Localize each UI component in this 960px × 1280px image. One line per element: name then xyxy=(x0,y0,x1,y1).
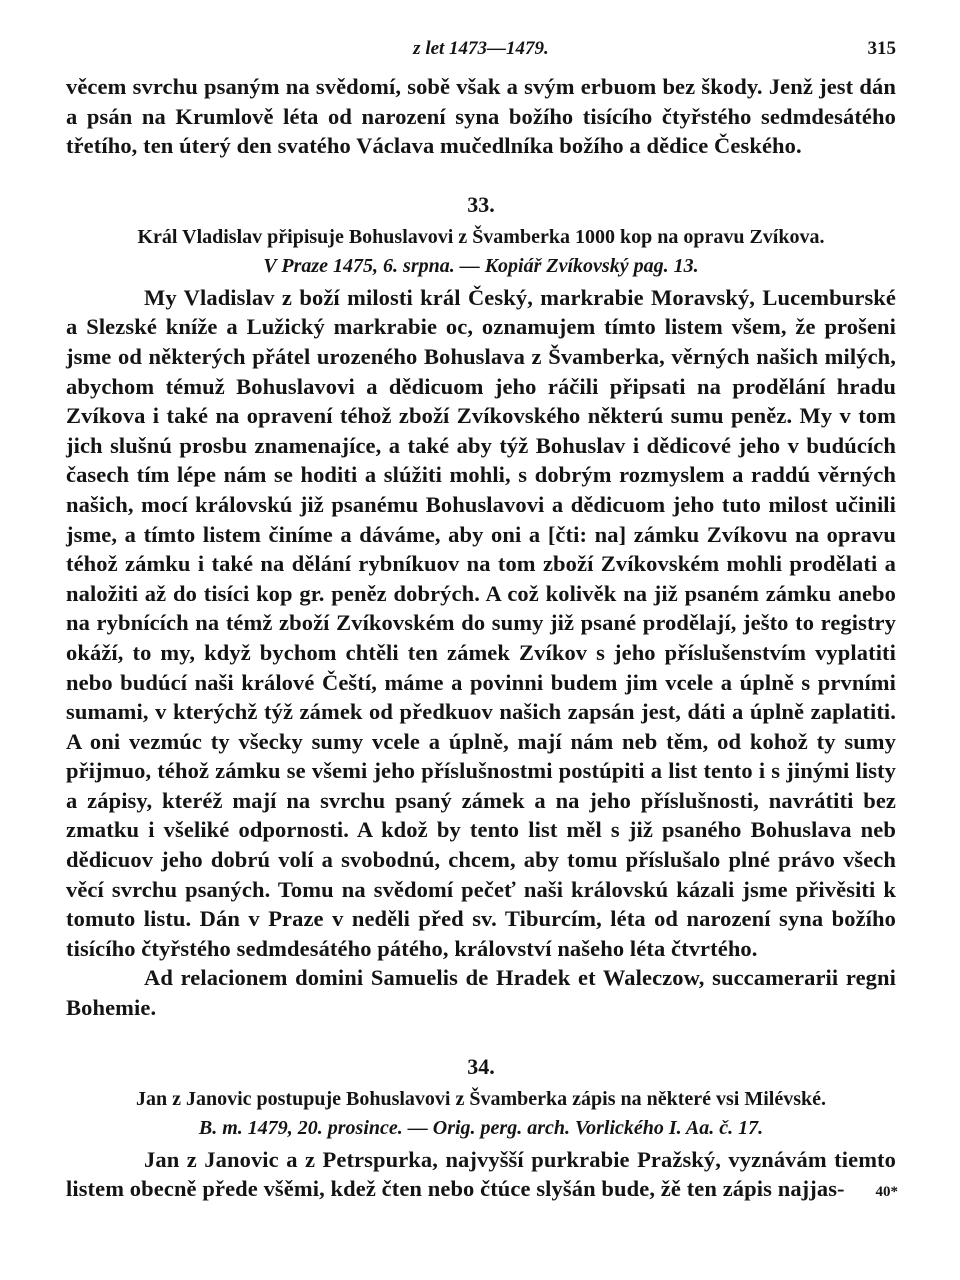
document-body-paragraph: My Vladislav z boží milosti král Český, markrabie Moravský, Lucemburské a Slezské kníže a Lužický markrabie oc, oznamujem tímto listem všem, že prošeni jsme od některých přátel urozeného Bohuslava z Švamberka, věrných našich milých, abychom témuž Bohuslavovi a dědicuom jeho ráčili připsati na prodělání hradu Zvíkova i také na opravení téhož zboží Zvíkovského některú sumu peněz. My v tom jich slušnú prosbu znamenajíce, a také aby týž Bohuslav i dědicové jeho v budúcích časech tím lépe nám se hoditi a slúžiti mohli, s dobrým rozmyslem a raddú věrných našich, mocí královskú již psanému Bohuslavovi a dědicuom jeho tuto milost učinili jsme, a tímto listem činíme a dáváme, aby oni a [čti: na] zámku Zvíkovu na opravu téhož zámku i také na dělání rybníkuov na tom zboží Zvíkovském mohli prodělati a naložiti až do tisíci kop gr. peněz dobrých. A což kolivěk na již psaném zámku anebo na rybnících na témž zboží Zvíkovském do sumy již psané prodělají, ješto to registry okáží, to my, když bychom chtěli ten zámek Zvíkov s jeho příslušenstvím vyplatiti nebo budúcí naši králové Čeští, máme a povinni budem jim vcele a úplně s prvními sumami, v kterýchž týž zámek od předkuov našich zapsán jest, dáti a úplně zaplatiti. A oni vezmúc ty všecky sumy vcele a úplně, mají nám neb těm, od kohož ty sumy přijmuo, téhož zámku se všemi jeho příslušnostmi postúpiti a list tento i s jinými listy a zápisy, kteréž mají na svrchu psaný zámek a na jeho příslušnosti, navrátiti bez zmatku i všeliké odpornosti. A kdož by tento list měl s již psaného Bohuslava neb dědicuov jeho dobrú volí a svobodnú, chcem, aby tomu příslušalo plné právo všech věcí svrchu psaných. Tomu na svědomí pečeť naši královskú kázali jsme přivěsiti k tomuto listu. Dán v Praze v neděli před sv. Tiburcím, léta od narození syna božího tisícího čtyřstého sedmdesátého pátého, království našeho léta čtvrtého. xyxy=(66,284,896,961)
signature-mark: 40* xyxy=(875,1184,898,1200)
document-body-paragraph: Jan z Janovic a z Petrspurka, najvyšší purkrabie Pražský, vyznávám tiemto listem obecně přede všěmi, kdež čten nebo čtúce slyšán bude, žě ten zápis najjas- xyxy=(66,1146,896,1202)
document-closing-note: Ad relacionem domini Samuelis de Hradek et Waleczow, succamerarii regni Bohemie. xyxy=(66,965,896,1021)
page-number: 315 xyxy=(867,38,896,59)
document-heading: Král Vladislav připisuje Bohuslavovi z Švamberka 1000 kop na opravu Zvíkova. xyxy=(137,225,825,248)
document-33 xyxy=(66,191,896,1023)
document-number: 33. xyxy=(467,191,495,217)
document-number: 34. xyxy=(467,1053,495,1079)
running-head xyxy=(66,38,896,68)
continuation-paragraph: věcem svrchu psaným na svědomí, sobě však a svým erbuom bez škody. Jenž jest dán a psán na Krumlově léta od narození syna božího tisícího čtyřstého sedmdesátého třetího, ten úterý den svatého Václava mučedlníka božího a dědice Českého. xyxy=(66,74,896,159)
running-head-title: z let 1473—1479. xyxy=(413,38,549,59)
document-34 xyxy=(66,1053,896,1204)
document-heading: Jan z Janovic postupuje Bohuslavovi z Švamberka zápis na některé vsi Milévské. xyxy=(135,1087,827,1110)
document-source: V Praze 1475, 6. srpna. — Kopiář Zvíkovský pag. 13. xyxy=(263,254,699,277)
document-source: B. m. 1479, 20. prosince. — Orig. perg. arch. Vorlického I. Aa. č. 17. xyxy=(198,1116,764,1139)
book-page xyxy=(66,38,896,1204)
